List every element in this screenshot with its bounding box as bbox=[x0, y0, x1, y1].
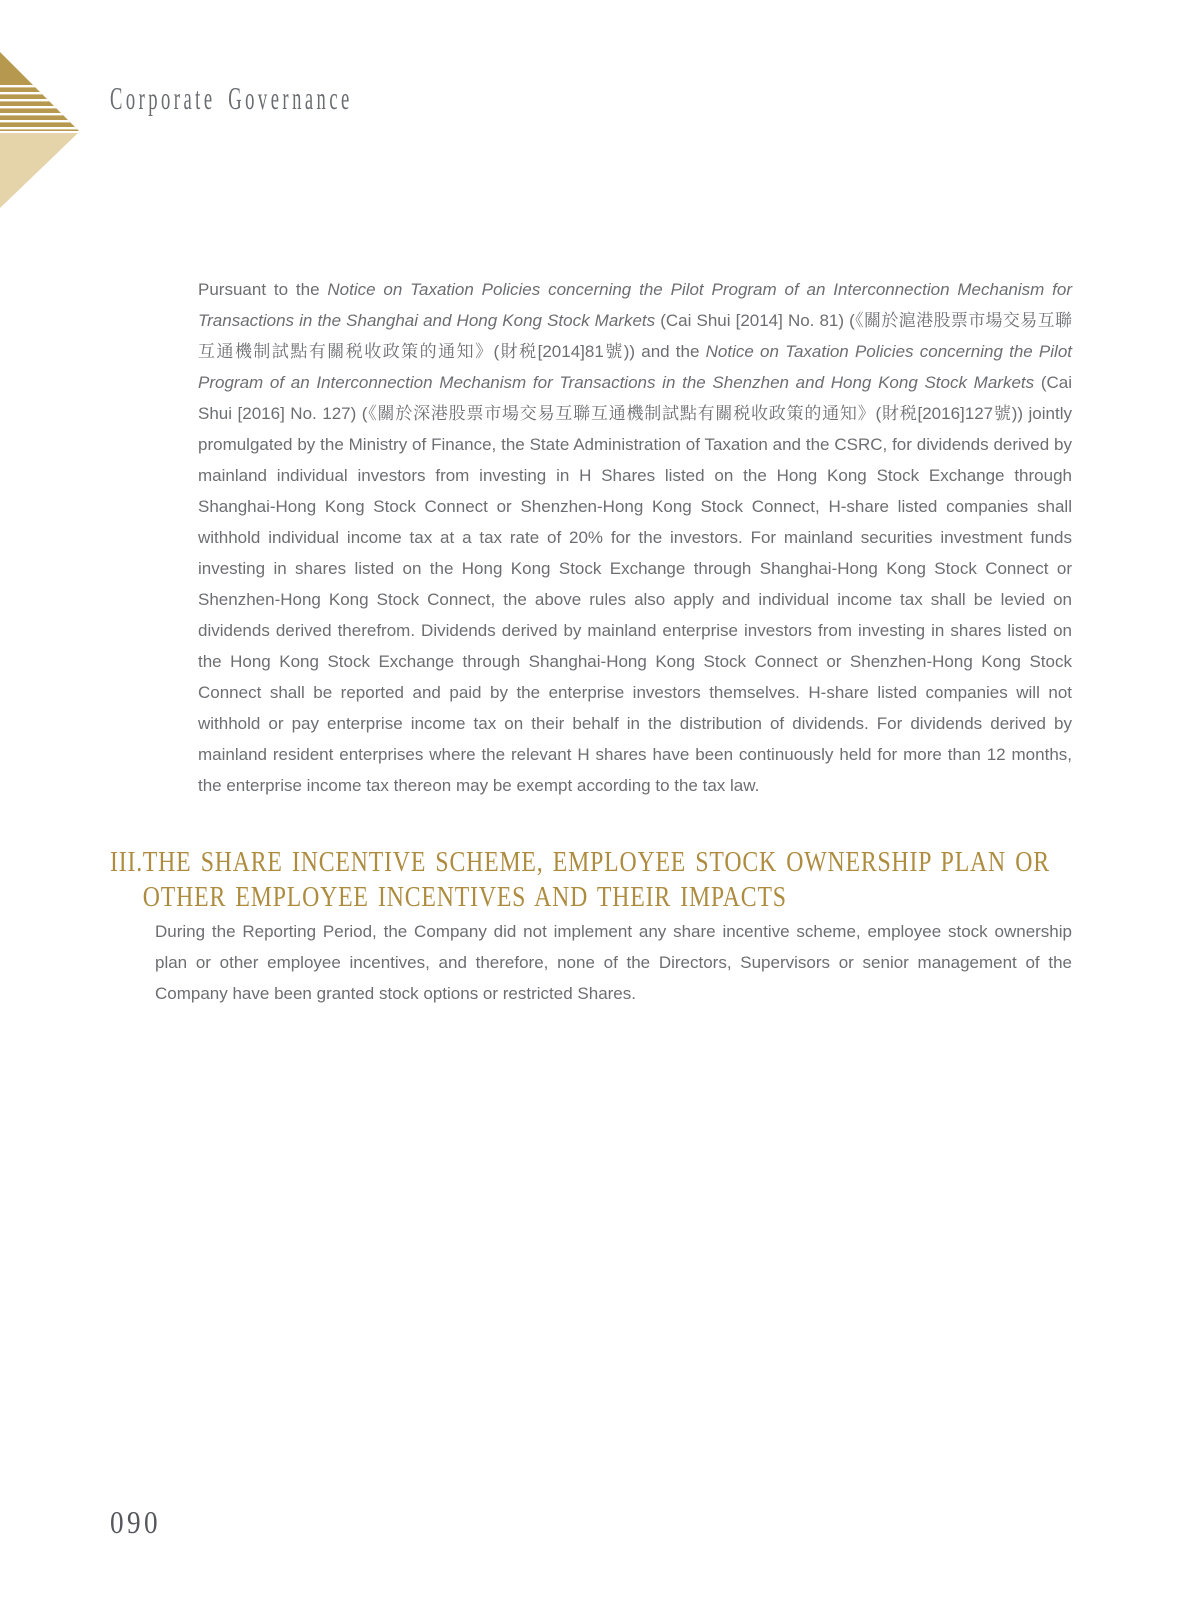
page-number: 090 bbox=[110, 1504, 161, 1540]
section-heading bbox=[110, 845, 1050, 915]
page-header-section-title: Corporate Governance bbox=[110, 80, 353, 116]
logo-bottom-triangle bbox=[0, 133, 78, 208]
share-incentive-paragraph: During the Reporting Period, the Company did not implement any share incentive scheme, employee stock ownership plan or other employee incentives, and therefore, none of the Directors, Supervisors or senior management of the Company have been granted stock options or restricted Shares. bbox=[155, 922, 1072, 1003]
taxation-policy-paragraph: Pursuant to the Notice on Taxation Policies concerning the Pilot Program of an Interconnection Mechanism for Transactions in the Shanghai and Hong Kong Stock Markets (Cai Shui [2014] No. 81) (《關於滬港股票市場交易互聯互通機制試點有關税收政策的通知》(財税[2014]81號)) and the Notice on Taxation Policies concerning the Pilot Program of an Interconnection Mechanism for Transactions in the Shenzhen and Hong Kong Stock Markets (Cai Shui [2016] No. 127) (《關於深港股票市場交易互聯互通機制試點有關税收政策的通知》(財税[2016]127號)) jointly promulgated by the Ministry of Finance, the State Administration of Taxation and the CSRC, for dividends derived by mainland individual investors from investing in H Shares listed on the Hong Kong Stock Exchange through Shanghai-Hong Kong Stock Connect or Shenzhen-Hong Kong Stock Connect, H-share listed companies shall withhold individual income tax at a tax rate of 20% for the investors. For mainland securities investment funds investing in shares listed on the Hong Kong Stock Exchange through Shanghai-Hong Kong Stock Connect or Shenzhen-Hong Kong Stock Connect, the above rules also apply and individual income tax shall be levied on dividends derived therefrom. Dividends derived by mainland enterprise investors from investing in shares listed on the Hong Kong Stock Exchange through Shanghai-Hong Kong Stock Connect or Shenzhen-Hong Kong Stock Connect shall be reported and paid by the enterprise investors themselves. H-share listed companies will not withhold or pay enterprise income tax on their behalf in the distribution of dividends. For dividends derived by mainland resident enterprises where the relevant H shares have been continuously held for more than 12 months, the enterprise income tax thereon may be exempt according to the tax law. bbox=[198, 280, 1073, 795]
section-title bbox=[143, 845, 1050, 915]
section-title-line-1: THE SHARE INCENTIVE SCHEME, EMPLOYEE STOCK OWNERSHIP PLAN OR bbox=[142, 846, 1050, 878]
logo-top-triangle bbox=[0, 52, 79, 131]
section-number: III. bbox=[110, 846, 143, 878]
section-title-line-2: OTHER EMPLOYEE INCENTIVES AND THEIR IMPACTS bbox=[142, 881, 787, 913]
corner-triangle-logo bbox=[0, 52, 80, 208]
